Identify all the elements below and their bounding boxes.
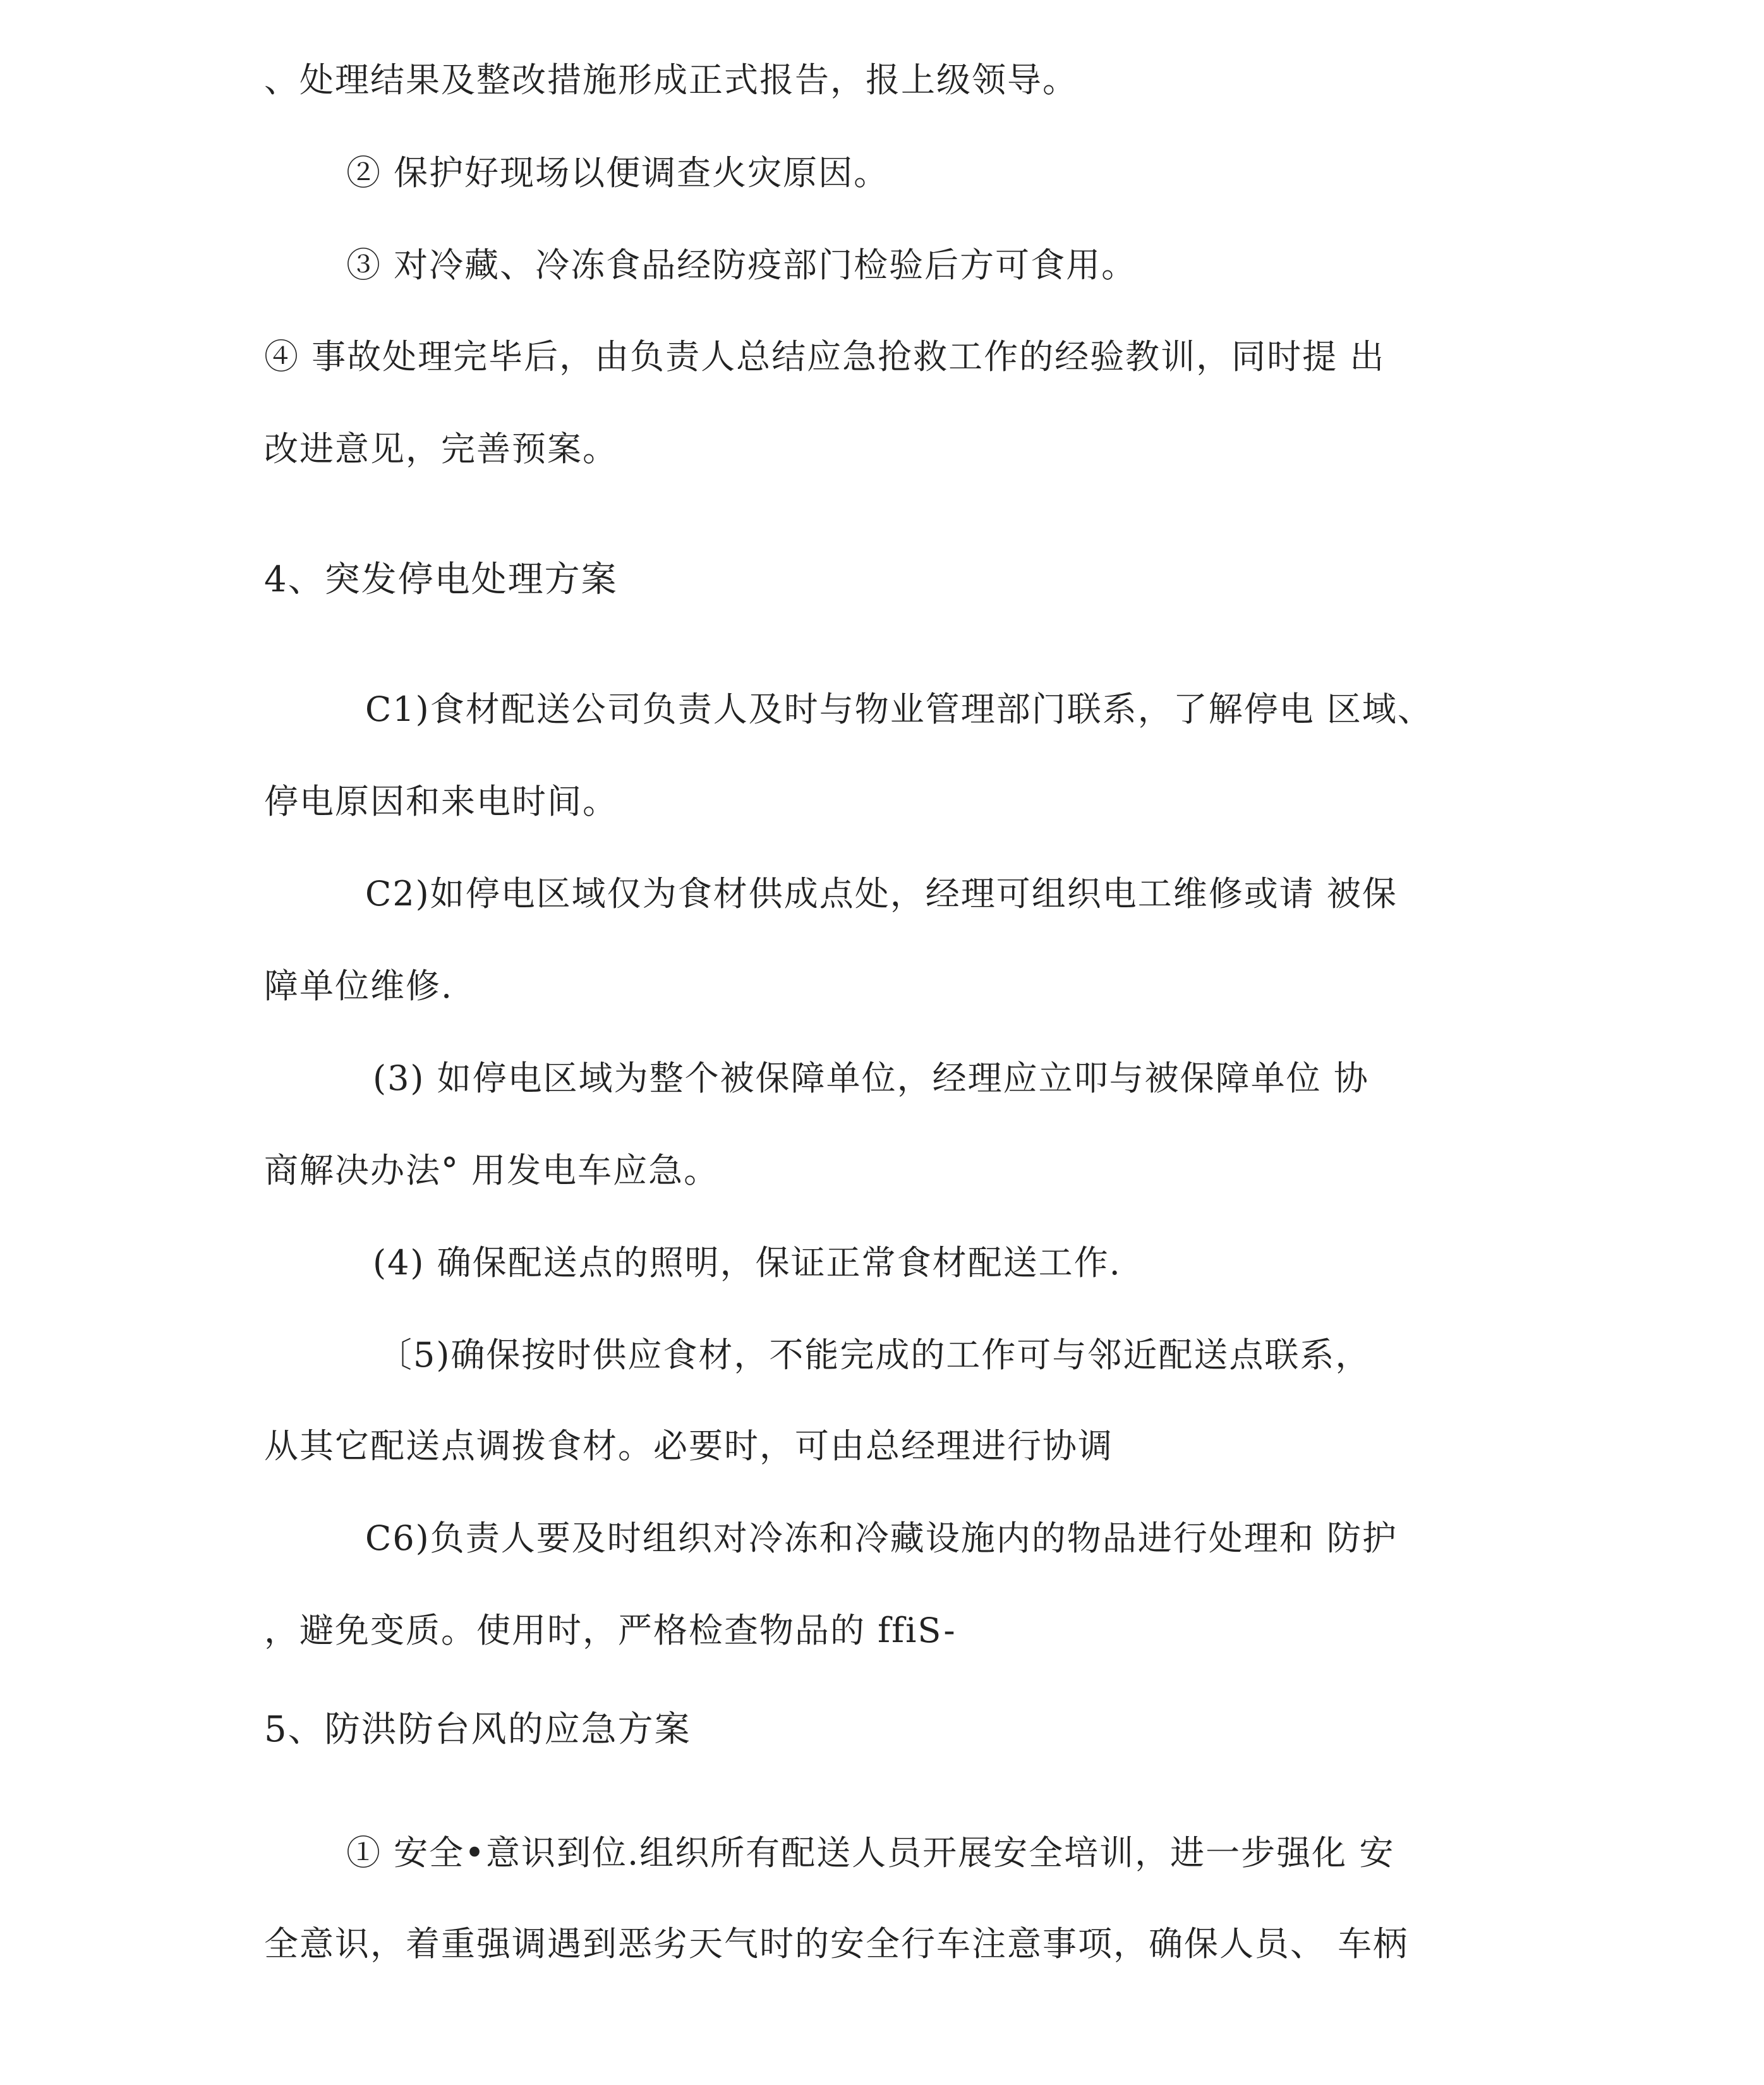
paragraph-line: ① 安全•意识到位.组织所有配送人员开展安全培训，进一步强化 安 bbox=[346, 1833, 1395, 1873]
paragraph-line: 障单位维修. bbox=[264, 966, 454, 1006]
paragraph-line: C1)食材配送公司负责人及时与物业管理部门联系，了解停电 区域、 bbox=[365, 689, 1433, 729]
paragraph-line: (3) 如停电区域为整个被保障单位，经理应立叩与被保障单位 协 bbox=[373, 1058, 1369, 1098]
paragraph-line: (4) 确保配送点的照明，保证正常食材配送工作. bbox=[373, 1243, 1121, 1283]
paragraph-line: C2)如停电区域仅为食材供成点处，经理可组织电工维修或请 被保 bbox=[365, 874, 1398, 914]
paragraph-line: 商解决办法° 用发电车应急。 bbox=[264, 1151, 720, 1190]
paragraph-line: C6)负责人要及时组织对冷冻和冷藏设施内的物品进行处理和 防护 bbox=[365, 1518, 1398, 1558]
paragraph-line: ④ 事故处理完毕后，由负责人总结应急抢救工作的经验教训，同时提 出 bbox=[264, 337, 1386, 377]
section-heading: 5、防洪防台风的应急方案 bbox=[264, 1709, 691, 1750]
paragraph-line: 、处理结果及整改措施形成正式报告，报上级领导。 bbox=[264, 60, 1078, 100]
paragraph-line: 〔5)确保按时供应食材，不能完成的工作可与邻近配送点联系， bbox=[378, 1335, 1371, 1375]
paragraph-line: ，避免变质。使用时，严格检查物品的 ffiS- bbox=[264, 1611, 957, 1650]
paragraph-line: 改进意见，完善预案。 bbox=[264, 429, 618, 469]
paragraph-line: 停电原因和来电时间。 bbox=[264, 782, 618, 821]
paragraph-line: ③ 对冷藏、冷冻食品经防疫部门检验后方可食用。 bbox=[346, 245, 1137, 285]
paragraph-line: 全意识，着重强调遇到恶劣天气时的安全行车注意事项，确保人员、 车柄 bbox=[264, 1924, 1409, 1964]
paragraph-line: 从其它配送点调拨食材。必要时，可由总经理进行协调 bbox=[264, 1426, 1113, 1466]
paragraph-line: ② 保护好现场以便调查火灾原因。 bbox=[346, 153, 890, 193]
section-heading: 4、突发停电处理方案 bbox=[264, 559, 618, 600]
